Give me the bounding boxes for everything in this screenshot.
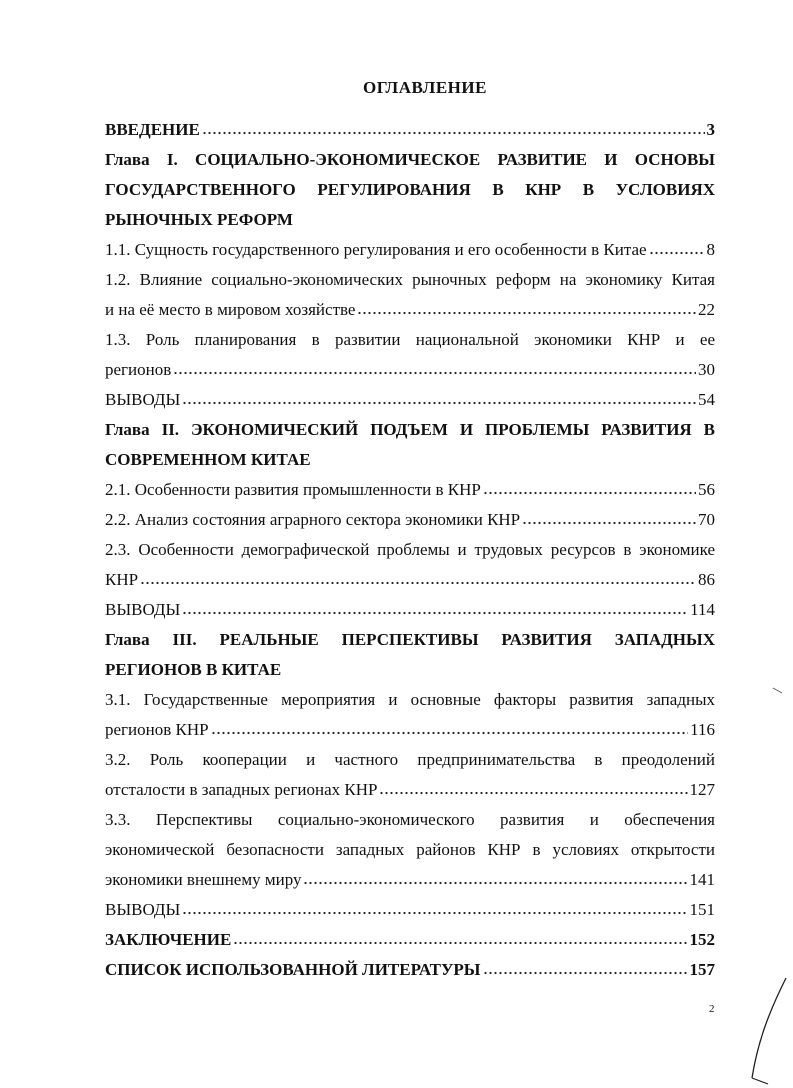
toc-entry-text: 2.2. Анализ состояния аграрного сектора экономики КНР xyxy=(105,510,521,529)
toc-entry-text: ВВЕДЕНИЕ xyxy=(105,120,200,139)
toc-entry-text: 3.2. Роль кооперации и частного предпринимательства в преодолений xyxy=(105,750,715,769)
toc-entry-text: СОВРЕМЕННОМ КИТАЕ xyxy=(105,450,311,469)
toc-page-number: 70 xyxy=(698,510,715,529)
toc-entry-text: 3.3. Перспективы социально-экономического развития и обеспечения xyxy=(105,810,715,829)
toc-page-number: 8 xyxy=(706,240,715,259)
toc-entry-text: 1.2. Влияние социально-экономических рыночных реформ на экономику Китая xyxy=(105,270,715,289)
toc-page-number: 3 xyxy=(706,120,715,139)
toc-entry-text: ВЫВОДЫ xyxy=(105,600,181,619)
toc-page-number: 151 xyxy=(689,900,715,919)
toc-page-number: 127 xyxy=(689,780,715,799)
toc-page-number: 152 xyxy=(689,930,715,949)
toc-entry-text: 1.3. Роль планирования в развитии национальной экономики КНР и ее xyxy=(105,330,715,349)
toc-entry-text: регионов xyxy=(105,360,172,379)
toc-entry-text: 2.3. Особенности демографической проблемы и трудовых ресурсов в экономике xyxy=(105,540,715,559)
toc-entry-text: Глава III. РЕАЛЬНЫЕ ПЕРСПЕКТИВЫ РАЗВИТИЯ ЗАПАДНЫХ xyxy=(105,630,715,649)
toc-page-number: 30 xyxy=(698,360,715,379)
toc-entry-text: ВЫВОДЫ xyxy=(105,390,181,409)
toc-entry-text: ВЫВОДЫ xyxy=(105,900,181,919)
toc-page-number: 22 xyxy=(698,300,715,319)
toc-page-number: 116 xyxy=(690,720,715,739)
toc-page-number: 56 xyxy=(698,480,715,499)
toc-page-number: 114 xyxy=(690,600,715,619)
toc-entry-text: экономики внешнему миру xyxy=(105,870,302,889)
toc-page-number: 141 xyxy=(689,870,715,889)
toc-entry-text: РЕГИОНОВ В КИТАЕ xyxy=(105,660,282,679)
toc-page-number: 157 xyxy=(689,960,715,979)
page-number: 2 xyxy=(709,1003,715,1015)
toc-entry-text: СПИСОК ИСПОЛЬЗОВАННОЙ ЛИТЕРАТУРЫ xyxy=(105,960,481,979)
page-title: ОГЛАВЛЕНИЕ xyxy=(363,78,487,97)
toc-entry-text: отсталости в западных регионах КНР xyxy=(105,780,378,799)
toc-entry-text: 2.1. Особенности развития промышленности в КНР xyxy=(105,480,481,499)
toc-entry-text: 1.1. Сущность государственного регулирования и его особенности в Китае xyxy=(105,240,647,259)
toc-entry-text: 3.1. Государственные мероприятия и основные факторы развития западных xyxy=(105,690,715,709)
toc-entry-text: Глава II. ЭКОНОМИЧЕСКИЙ ПОДЪЕМ И ПРОБЛЕМЫ РАЗВИТИЯ В xyxy=(105,420,715,439)
toc-page-number: 86 xyxy=(698,570,715,589)
toc-entry-text: экономической безопасности западных районов КНР в условиях открытости xyxy=(105,840,715,859)
toc-page-number: 54 xyxy=(698,390,715,409)
toc-entry-text: РЫНОЧНЫХ РЕФОРМ xyxy=(105,210,293,229)
toc-entry-text: ЗАКЛЮЧЕНИЕ xyxy=(105,930,232,949)
toc-entry-text: и на её место в мировом хозяйстве xyxy=(105,300,356,319)
toc-entry-text: ГОСУДАРСТВЕННОГО РЕГУЛИРОВАНИЯ В КНР В УСЛОВИЯХ xyxy=(105,180,715,199)
toc-entry-text: Глава I. СОЦИАЛЬНО-ЭКОНОМИЧЕСКОЕ РАЗВИТИЕ И ОСНОВЫ xyxy=(105,150,715,169)
toc-entry-text: регионов КНР xyxy=(105,720,209,739)
toc-entry-text: КНР xyxy=(105,570,139,589)
